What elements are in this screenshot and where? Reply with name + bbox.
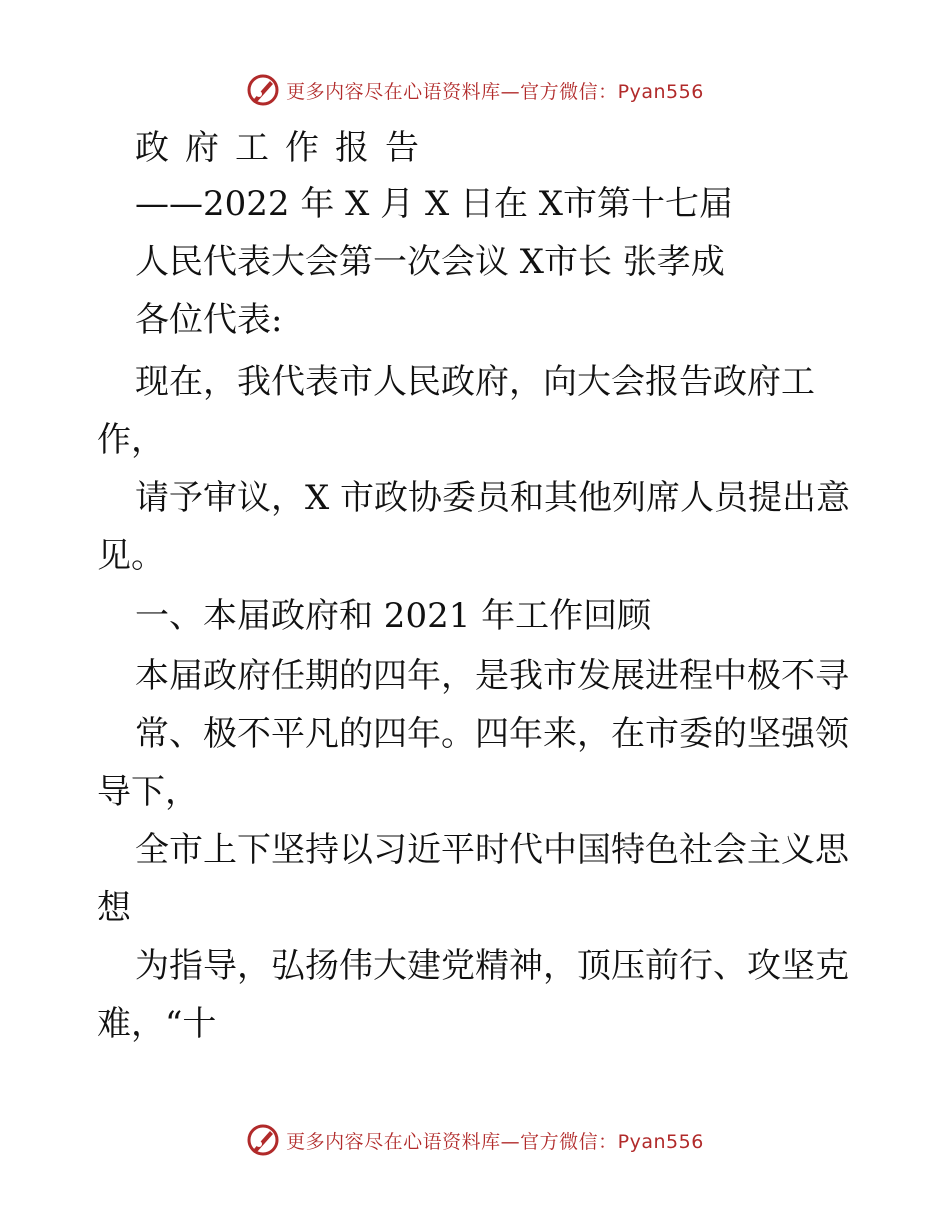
text-line: 为指导，弘扬伟大建党精神，顶压前行、攻坚克 xyxy=(135,946,849,986)
text-line: 全市上下坚持以习近平时代中国特色社会主义思 xyxy=(135,830,849,870)
watermark-text: 更多内容尽在心语资料库—官方微信：Pyan556 xyxy=(286,80,704,103)
text-line: 想 xyxy=(97,888,131,928)
text-line: 难，“十 xyxy=(97,1004,217,1044)
text-line: 见。 xyxy=(97,536,165,576)
text-line: 人民代表大会第一次会议 X市长 张孝成 xyxy=(135,242,725,282)
text-line: 本届政府任期的四年，是我市发展进程中极不寻 xyxy=(135,656,849,696)
watermark-text: 更多内容尽在心语资料库—官方微信：Pyan556 xyxy=(286,1130,704,1153)
text-line: 常、极不平凡的四年。四年来，在市委的坚强领 xyxy=(135,714,849,754)
section-heading: 一、本届政府和 2021 年工作回顾 xyxy=(135,596,652,636)
text-line: 作， xyxy=(97,420,165,460)
document-title: 政府工作报告 xyxy=(135,128,435,168)
text-line: 导下， xyxy=(97,772,199,812)
pen-logo-icon xyxy=(246,1123,280,1157)
text-line: 请予审议，X 市政协委员和其他列席人员提出意 xyxy=(135,478,851,518)
footer-watermark-banner xyxy=(0,1120,950,1160)
text-line: 现在，我代表市人民政府，向大会报告政府工 xyxy=(135,362,815,402)
salutation: 各位代表: xyxy=(135,300,283,340)
text-line: ——2022 年 X 月 X 日在 X市第十七届 xyxy=(135,184,733,224)
header-watermark-banner xyxy=(0,70,950,110)
pen-logo-icon xyxy=(246,73,280,107)
